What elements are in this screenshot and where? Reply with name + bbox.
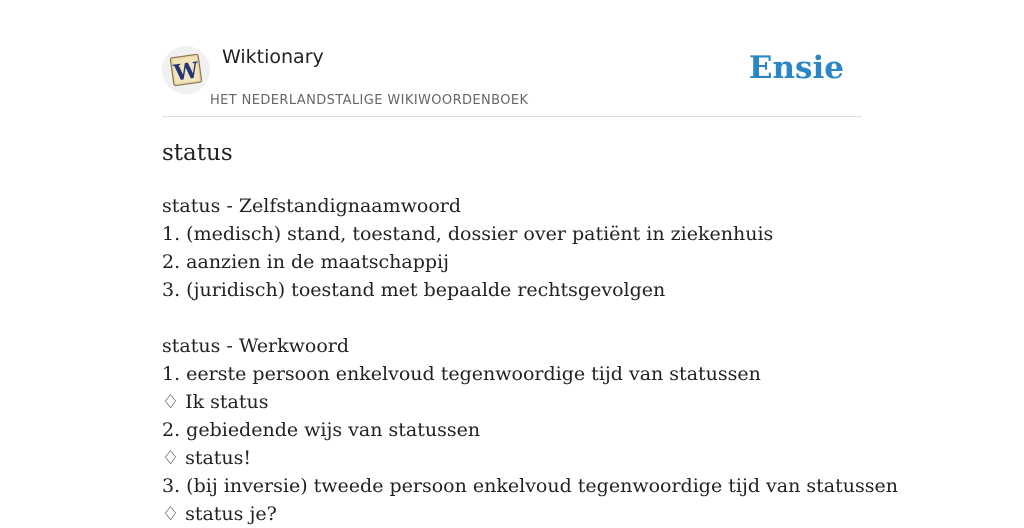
site-tagline: HET NEDERLANDSTALIGE WIKIWOORDENBOEK [210, 93, 529, 108]
entry-heading-noun: status - Zelfstandignaamwoord [162, 195, 462, 217]
example-line: ♢ status! [162, 447, 252, 469]
site-name[interactable]: Wiktionary [222, 46, 324, 68]
entry-body [162, 192, 898, 528]
example-line: ♢ status je? [162, 503, 277, 525]
wiktionary-logo-icon[interactable] [162, 46, 210, 94]
definition-line: 2. aanzien in de maatschappij [162, 251, 450, 273]
definition-line: 3. (juridisch) toestand met bepaalde rechtsgevolgen [162, 279, 666, 301]
logo-letter: W [172, 57, 201, 87]
page-container [162, 0, 898, 525]
ensie-brand-link[interactable]: Ensie [748, 50, 844, 86]
definition-line: 1. (medisch) stand, toestand, dossier over patiënt in ziekenhuis [162, 223, 774, 245]
definition-line: 2. gebiedende wijs van statussen [162, 419, 481, 441]
entry-heading-verb: status - Werkwoord [162, 335, 350, 357]
site-header [162, 0, 862, 117]
blank-line [162, 304, 862, 332]
wiktionary-logo-svg [162, 46, 210, 94]
page-title: status [162, 140, 233, 166]
example-line: ♢ Ik status [162, 391, 269, 413]
definition-line: 3. (bij inversie) tweede persoon enkelvoud tegenwoordige tijd van statussen [162, 475, 898, 497]
definition-line: 1. eerste persoon enkelvoud tegenwoordige tijd van statussen [162, 363, 761, 385]
